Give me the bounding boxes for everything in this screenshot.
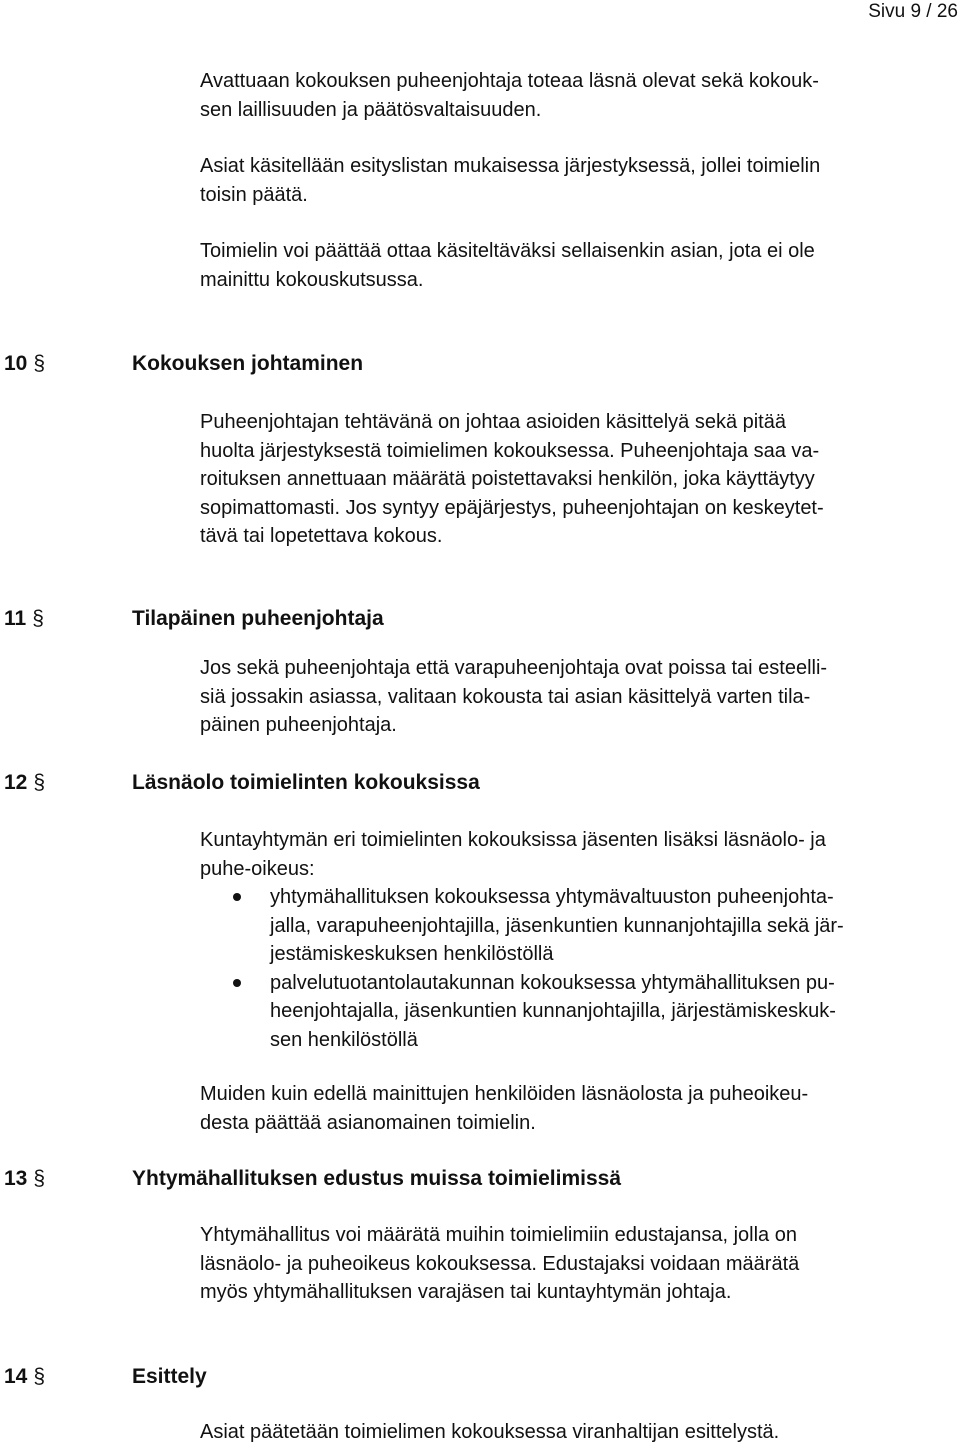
section-14-title: Esittely — [132, 1365, 207, 1388]
section-12-body: Kuntayhtymän eri toimielinten kokouksissa jäsenten lisäksi läsnäolo- ja puhe-oikeus: — [200, 829, 826, 880]
section-sign-icon: § — [33, 1167, 46, 1190]
section-11-body: Jos sekä puheenjohtaja että varapuheenjohtaja ovat poissa tai esteelli- siä jossakin asiassa, valitaan kokousta tai asian käsittelyä varten tila- päinen puheenjohtaja. — [200, 657, 828, 737]
section-10-number: 10 § — [4, 352, 46, 375]
section-13-body: Yhtymähallitus voi määrätä muihin toimielimiin edustajansa, jolla on läsnäolo- ja puheoikeus kokouksessa. Edustajaksi voidaan määrätä myös yhtymähallituksen varajäsen tai kuntayhtymän johtaja. — [200, 1224, 800, 1304]
section-11-title: Tilapäinen puheenjohtaja — [132, 607, 384, 630]
section-12-title: Läsnäolo toimielinten kokouksissa — [132, 771, 480, 794]
section-12-bullet-list — [200, 883, 948, 1055]
section-sign-icon: § — [32, 607, 44, 630]
list-item: yhtymähallituksen kokouksessa yhtymävaltuuston puheenjohta- jalla, varapuheenjohtajilla, jäsenkuntien kunnanjohtajilla sekä jär- jestämiskeskuksen henkilöstöllä — [200, 883, 948, 969]
page-number: Sivu 9 / 26 — [868, 1, 958, 22]
section-14-body: Asiat päätetään toimielimen kokouksessa viranhaltijan esittelystä. — [200, 1421, 780, 1443]
section-10-title: Kokouksen johtaminen — [132, 352, 364, 375]
section-11-number: 11 § — [4, 607, 44, 630]
section-12-number: 12 § — [4, 771, 46, 794]
bullet-icon — [233, 893, 241, 901]
section-13-title: Yhtymähallituksen edustus muissa toimielimissä — [132, 1167, 621, 1190]
bullet-icon — [233, 979, 241, 987]
intro-paragraph-1: Avattuaan kokouksen puheenjohtaja toteaa läsnä olevat sekä kokouk- sen laillisuuden ja päätösvaltaisuuden. — [200, 70, 819, 121]
section-sign-icon: § — [33, 1365, 46, 1388]
list-item: palvelutuotantolautakunnan kokouksessa yhtymähallituksen pu- heenjohtajalla, jäsenkuntien kunnanjohtajilla, järjestämiskeskuk- sen henkilöstöllä — [200, 969, 948, 1055]
section-sign-icon: § — [33, 771, 46, 794]
section-14-number: 14 § — [4, 1365, 46, 1388]
section-12-closing: Muiden kuin edellä mainittujen henkilöiden läsnäolosta ja puheoikeu- desta päättää asianomainen toimielin. — [200, 1083, 809, 1134]
section-13-number: 13 § — [4, 1167, 46, 1190]
intro-paragraph-3: Toimielin voi päättää ottaa käsiteltäväksi sellaisenkin asian, jota ei ole mainittu kokouskutsussa. — [200, 240, 815, 291]
section-10-body: Puheenjohtajan tehtävänä on johtaa asioiden käsittelyä sekä pitää huolta järjestyksestä toimielimen kokouksessa. Puheenjohtaja saa va- roituksen annettuaan määrätä poistettavaksi henkilön, joka käyttäytyy sopimattomasti. Jos syntyy epäjärjestys, puheenjohtajan on keskeytet- tävä tai lopetettava kokous. — [200, 411, 824, 548]
section-sign-icon: § — [33, 352, 46, 375]
intro-paragraph-2: Asiat käsitellään esityslistan mukaisessa järjestyksessä, jollei toimielin toisin päätä. — [200, 155, 821, 206]
